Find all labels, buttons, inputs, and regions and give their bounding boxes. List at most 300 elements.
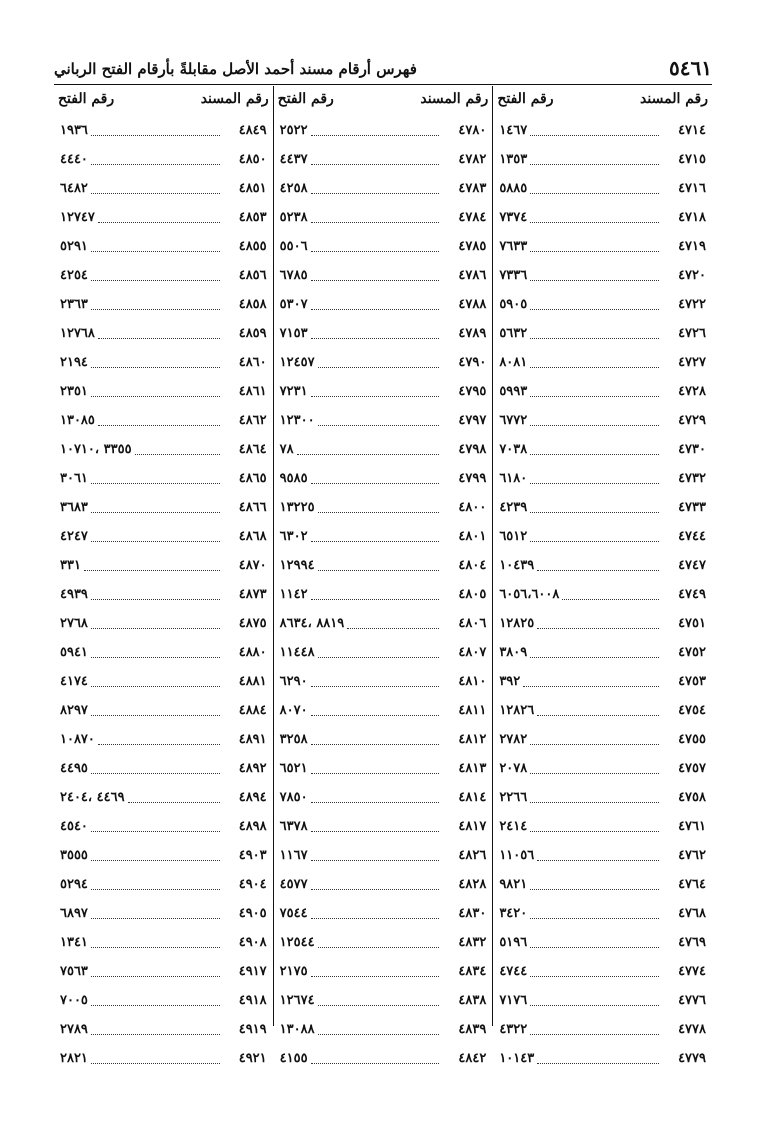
- fath-number: ١٢٨٢٥: [499, 616, 535, 631]
- dot-leader: [530, 328, 659, 339]
- index-row: [499, 261, 706, 290]
- fath-number: ١٢٩٩٤: [279, 558, 315, 573]
- musnad-number: ٤٨٦٥: [238, 471, 267, 486]
- fath-number: ٩٨٢١: [499, 877, 528, 892]
- dot-leader: [311, 966, 440, 977]
- dot-leader: [530, 763, 659, 774]
- dot-leader: [311, 879, 440, 890]
- dot-leader: [530, 212, 659, 223]
- column-header: [274, 86, 493, 112]
- musnad-number: ٤٧٨٦: [458, 268, 487, 283]
- index-row: [499, 609, 706, 638]
- index-row: [499, 1015, 706, 1044]
- index-row: [60, 406, 267, 435]
- fath-header: رقم الفتح: [57, 91, 115, 107]
- fath-number: ١٣٥٣: [499, 152, 528, 167]
- dot-leader: [311, 908, 440, 919]
- dot-leader: [530, 821, 659, 832]
- dot-leader: [318, 415, 440, 426]
- musnad-number: ٤٧٣٢: [678, 471, 706, 486]
- index-row: [60, 957, 267, 986]
- dot-leader: [91, 850, 220, 861]
- index-row: [280, 406, 487, 435]
- dot-leader: [91, 1024, 220, 1035]
- musnad-number: ٤٨٥٨: [238, 297, 267, 312]
- musnad-number: ٤٧٨٢: [458, 152, 487, 167]
- index-row: [280, 783, 487, 812]
- fath-header: رقم الفتح: [497, 91, 554, 107]
- fath-number: ٧٨٥٠: [279, 790, 308, 805]
- dot-leader: [530, 995, 659, 1006]
- musnad-number: ٤٨٩٢: [238, 761, 267, 776]
- fath-number: ٥٢٩١: [59, 239, 88, 254]
- dot-leader: [311, 531, 440, 542]
- fath-number: ٦٣٧٨: [279, 819, 308, 834]
- index-column-left: [54, 86, 273, 1066]
- index-row: [499, 754, 706, 783]
- fath-number: ٣٨٠٩: [499, 645, 528, 660]
- musnad-number: ٤٨٠٠: [458, 500, 487, 515]
- index-columns: [54, 86, 712, 1066]
- dot-leader: [530, 937, 659, 948]
- fath-number: ٦٧٨٥: [279, 268, 308, 283]
- musnad-header: رقم المسند: [640, 91, 708, 107]
- musnad-number: ٤٨٥٥: [238, 239, 267, 254]
- fath-number: ٢٣٥١: [59, 384, 88, 399]
- header-rule: [54, 84, 712, 85]
- fath-number: ٣٣٥٥ ،١٠٧١٠: [59, 442, 132, 457]
- musnad-number: ٤٩٠٥: [238, 906, 267, 921]
- fath-number: ٧٥٤٤: [279, 906, 308, 921]
- dot-leader: [523, 676, 659, 687]
- dot-leader: [311, 299, 440, 310]
- musnad-number: ٤٧١٤: [678, 123, 706, 138]
- musnad-number: ٤٨٣٨: [458, 993, 487, 1008]
- musnad-number: ٤٧١٨: [678, 210, 706, 225]
- index-row: [60, 435, 267, 464]
- index-row: [280, 754, 487, 783]
- dot-leader: [562, 589, 659, 600]
- musnad-number: ٤٧٤٩: [678, 587, 706, 602]
- fath-number: ٦٣٠٢: [279, 529, 308, 544]
- musnad-number: ٤٧٢٢: [678, 297, 706, 312]
- musnad-number: ٤٩١٩: [238, 1022, 267, 1037]
- musnad-number: ٤٨٣٢: [458, 935, 487, 950]
- musnad-number: ٤٧٩٥: [458, 384, 487, 399]
- page-number: ٥٤٦١: [669, 56, 712, 80]
- musnad-number: ٤٧٧٤: [678, 964, 706, 979]
- index-column-middle: [273, 86, 494, 1066]
- musnad-number: ٤٨٢٦: [458, 848, 487, 863]
- index-row: [280, 319, 487, 348]
- musnad-number: ٤٧٦٤: [678, 877, 706, 892]
- musnad-number: ٤٨١٠: [458, 674, 487, 689]
- dot-leader: [537, 618, 659, 629]
- musnad-number: ٤٨٣٩: [458, 1022, 487, 1037]
- dot-leader: [537, 560, 659, 571]
- index-row: [499, 580, 706, 609]
- fath-number: ١١٠٥٦: [499, 848, 535, 863]
- musnad-number: ٤٧٥٤: [678, 703, 706, 718]
- musnad-number: ٤٧٨٤: [458, 210, 487, 225]
- musnad-header: رقم المسند: [420, 91, 489, 107]
- musnad-number: ٤٧٢٧: [678, 355, 706, 370]
- fath-number: ٥٩٠٥: [499, 297, 528, 312]
- dot-leader: [318, 502, 440, 513]
- fath-number: ٢٥٢٢: [279, 123, 308, 138]
- index-row: [280, 116, 487, 145]
- musnad-number: ٤٧٨٥: [458, 239, 487, 254]
- index-row: [60, 522, 267, 551]
- musnad-number: ٤٧٩٨: [458, 442, 487, 457]
- dot-leader: [318, 1024, 440, 1035]
- index-row: [60, 986, 267, 1015]
- fath-number: ٧٠٠٥: [59, 993, 88, 1008]
- fath-number: ١٠١٤٣: [499, 1051, 535, 1066]
- dot-leader: [311, 676, 440, 687]
- musnad-number: ٤٧٨٩: [458, 326, 487, 341]
- fath-number: ٣٠٦١: [59, 471, 88, 486]
- dot-leader: [530, 1024, 659, 1035]
- index-row: [280, 609, 487, 638]
- index-row: [60, 725, 267, 754]
- index-row: [280, 986, 487, 1015]
- musnad-number: ٤٨١١: [458, 703, 487, 718]
- fath-number: ٢١٧٥: [279, 964, 308, 979]
- musnad-number: ٤٧٦٢: [678, 848, 706, 863]
- dot-leader: [530, 908, 659, 919]
- dot-leader: [91, 705, 220, 716]
- index-row: [60, 261, 267, 290]
- fath-number: ١٢٨٢٦: [499, 703, 535, 718]
- musnad-number: ٤٨٥٦: [238, 268, 267, 283]
- fath-number: ٥٢٩٤: [59, 877, 88, 892]
- index-row: [60, 232, 267, 261]
- dot-leader: [530, 183, 659, 194]
- fath-number: ٣٤٢٠: [499, 906, 528, 921]
- dot-leader: [311, 705, 440, 716]
- musnad-number: ٤٨٤٢: [458, 1051, 487, 1066]
- dot-leader: [311, 734, 440, 745]
- dot-leader: [91, 966, 220, 977]
- dot-leader: [530, 647, 659, 658]
- dot-leader: [91, 821, 220, 832]
- fath-number: ٣٢٥٨: [279, 732, 308, 747]
- dot-leader: [98, 328, 220, 339]
- fath-number: ٧١٥٣: [279, 326, 308, 341]
- index-row: [60, 145, 267, 174]
- dot-leader: [318, 937, 440, 948]
- musnad-number: ٤٧٨٠: [458, 123, 487, 138]
- fath-number: ٥٢٣٨: [279, 210, 308, 225]
- musnad-number: ٤٨٩١: [238, 732, 267, 747]
- fath-number: ٢٧٨٩: [59, 1022, 88, 1037]
- index-column-right: [493, 86, 712, 1066]
- index-row: [280, 435, 487, 464]
- fath-number: ١٣٢٢٥: [279, 500, 315, 515]
- musnad-number: ٤٨٥٩: [238, 326, 267, 341]
- index-row: [499, 667, 706, 696]
- fath-number: ٢١٩٤: [59, 355, 88, 370]
- column-header: [493, 86, 712, 112]
- index-row: [60, 580, 267, 609]
- musnad-number: ٤٨٦٦: [238, 500, 267, 515]
- musnad-number: ٤٧٧٩: [678, 1051, 706, 1066]
- fath-number: ٣٩٢: [499, 674, 521, 689]
- column-rows: [493, 112, 712, 1073]
- dot-leader: [98, 734, 220, 745]
- fath-number: ٨٨١٩ ،٨٦٣٤: [279, 616, 345, 631]
- index-row: [60, 899, 267, 928]
- musnad-number: ٤٧٣٠: [678, 442, 706, 457]
- dot-leader: [98, 212, 220, 223]
- index-row: [280, 1015, 487, 1044]
- index-row: [280, 261, 487, 290]
- musnad-number: ٤٧٧٨: [678, 1022, 706, 1037]
- musnad-number: ٤٨١٧: [458, 819, 487, 834]
- index-row: [280, 638, 487, 667]
- fath-number: ٧٠٣٨: [499, 442, 528, 457]
- dot-leader: [297, 444, 440, 455]
- dot-leader: [91, 125, 220, 136]
- dot-leader: [91, 763, 220, 774]
- musnad-number: ٤٨٧٥: [238, 616, 267, 631]
- index-row: [60, 754, 267, 783]
- dot-leader: [91, 357, 220, 368]
- index-row: [60, 203, 267, 232]
- index-row: [280, 348, 487, 377]
- index-row: [280, 580, 487, 609]
- musnad-number: ٤٨٥٣: [238, 210, 267, 225]
- fath-number: ٦٠٥٦،٦٠٠٨: [499, 587, 560, 602]
- dot-leader: [311, 328, 440, 339]
- dot-leader: [128, 792, 220, 803]
- dot-leader: [347, 618, 439, 629]
- musnad-number: ٤٩٠٣: [238, 848, 267, 863]
- fath-number: ٤٤٤٠: [59, 152, 88, 167]
- fath-number: ٧١٧٦: [499, 993, 528, 1008]
- musnad-number: ٤٧١٦: [678, 181, 706, 196]
- fath-number: ٣٥٥٥: [59, 848, 88, 863]
- fath-number: ٨٢٩٧: [59, 703, 88, 718]
- dot-leader: [311, 589, 440, 600]
- dot-leader: [311, 473, 440, 484]
- index-row: [499, 899, 706, 928]
- fath-number: ٤١٧٤: [59, 674, 88, 689]
- dot-leader: [537, 705, 659, 716]
- dot-leader: [530, 444, 659, 455]
- index-row: [280, 522, 487, 551]
- index-row: [499, 841, 706, 870]
- musnad-number: ٤٧٥١: [678, 616, 706, 631]
- musnad-number: ٤٧٧٦: [678, 993, 706, 1008]
- index-row: [60, 1015, 267, 1044]
- index-row: [60, 464, 267, 493]
- dot-leader: [91, 154, 220, 165]
- dot-leader: [530, 531, 659, 542]
- fath-number: ٤٩٣٩: [59, 587, 88, 602]
- musnad-number: ٤٨٦٤: [238, 442, 267, 457]
- index-row: [60, 319, 267, 348]
- fath-number: ٩٥٨٥: [279, 471, 308, 486]
- dot-leader: [530, 879, 659, 890]
- fath-number: ٢٠٧٨: [499, 761, 528, 776]
- fath-number: ٥١٩٦: [499, 935, 528, 950]
- dot-leader: [530, 734, 659, 745]
- fath-number: ١٠٨٧٠: [59, 732, 95, 747]
- musnad-header: رقم المسند: [200, 91, 269, 107]
- index-row: [499, 232, 706, 261]
- musnad-number: ٤٨٥٠: [238, 152, 267, 167]
- dot-leader: [311, 212, 440, 223]
- index-row: [280, 232, 487, 261]
- index-row: [280, 203, 487, 232]
- fath-number: ١٢٣٠٠: [279, 413, 315, 428]
- musnad-number: ٤٧١٩: [678, 239, 706, 254]
- fath-number: ١٢٧٤٧: [59, 210, 95, 225]
- index-row: [280, 174, 487, 203]
- dot-leader: [91, 502, 220, 513]
- dot-leader: [91, 1053, 220, 1064]
- musnad-number: ٤٨٨٤: [238, 703, 267, 718]
- dot-leader: [318, 647, 440, 658]
- fath-number: ١٢٥٤٤: [279, 935, 315, 950]
- index-row: [60, 812, 267, 841]
- dot-leader: [91, 531, 220, 542]
- musnad-number: ٤٨٠٦: [458, 616, 487, 631]
- fath-number: ٢٣٦٣: [59, 297, 88, 312]
- index-row: [499, 145, 706, 174]
- index-row: [280, 377, 487, 406]
- musnad-number: ٤٨٩٤: [238, 790, 267, 805]
- dot-leader: [91, 908, 220, 919]
- dot-leader: [311, 125, 440, 136]
- index-row: [499, 377, 706, 406]
- fath-number: ٧٣٧٤: [499, 210, 528, 225]
- fath-number: ٧٥٦٣: [59, 964, 88, 979]
- fath-number: ٧٣٣٦: [499, 268, 528, 283]
- dot-leader: [91, 241, 220, 252]
- musnad-number: ٤٨٥١: [238, 181, 267, 196]
- musnad-number: ٤٨٠١: [458, 529, 487, 544]
- fath-number: ٨٠٨١: [499, 355, 528, 370]
- musnad-number: ٤٨٦٨: [238, 529, 267, 544]
- fath-number: ١١٤٤٨: [279, 645, 315, 660]
- musnad-number: ٤٧٦١: [678, 819, 706, 834]
- index-row: [280, 667, 487, 696]
- dot-leader: [530, 299, 659, 310]
- index-row: [280, 870, 487, 899]
- dot-leader: [311, 763, 440, 774]
- musnad-number: ٤٧٤٤: [678, 529, 706, 544]
- index-row: [280, 145, 487, 174]
- musnad-number: ٤٨٣٠: [458, 906, 487, 921]
- musnad-number: ٤٩٢١: [238, 1051, 267, 1066]
- musnad-number: ٤٧٣٣: [678, 500, 706, 515]
- index-row: [280, 812, 487, 841]
- index-row: [499, 493, 706, 522]
- index-row: [60, 783, 267, 812]
- fath-number: ٢٨٢١: [59, 1051, 88, 1066]
- musnad-number: ٤٨٢٨: [458, 877, 487, 892]
- fath-number: ٢٧٨٢: [499, 732, 528, 747]
- musnad-number: ٤٧٩٧: [458, 413, 487, 428]
- musnad-number: ٤٧٥٢: [678, 645, 706, 660]
- fath-number: ٧٦٣٣: [499, 239, 528, 254]
- musnad-number: ٤٨٧٠: [238, 558, 267, 573]
- dot-leader: [91, 299, 220, 310]
- fath-number: ٥٥٠٦: [279, 239, 308, 254]
- dot-leader: [530, 357, 659, 368]
- index-row: [499, 1044, 706, 1073]
- musnad-number: ٤٧٥٨: [678, 790, 706, 805]
- fath-number: ٥٩٤١: [59, 645, 88, 660]
- dot-leader: [91, 589, 220, 600]
- musnad-number: ٤٨٩٨: [238, 819, 267, 834]
- dot-leader: [311, 850, 440, 861]
- fath-number: ١٤٦٧: [499, 123, 528, 138]
- fath-number: ٥٦٣٢: [499, 326, 528, 341]
- musnad-number: ٤٧٨٣: [458, 181, 487, 196]
- fath-header: رقم الفتح: [277, 91, 334, 107]
- dot-leader: [318, 560, 440, 571]
- musnad-number: ٤٨١٣: [458, 761, 487, 776]
- dot-leader: [530, 966, 659, 977]
- dot-leader: [530, 415, 659, 426]
- fath-number: ٤٥٧٧: [279, 877, 308, 892]
- column-rows: [274, 112, 493, 1073]
- fath-number: ٣٣١: [59, 558, 81, 573]
- fath-number: ٨٠٧٠: [279, 703, 308, 718]
- fath-number: ١٢٧٦٨: [59, 326, 95, 341]
- musnad-number: ٤٧٢٠: [678, 268, 706, 283]
- index-row: [499, 522, 706, 551]
- fath-number: ١٢٤٥٧: [279, 355, 315, 370]
- dot-leader: [537, 850, 659, 861]
- dot-leader: [311, 386, 440, 397]
- fath-number: ٦٧٧٢: [499, 413, 528, 428]
- fath-number: ٥٣٠٧: [279, 297, 308, 312]
- musnad-number: ٤٧٥٣: [678, 674, 706, 689]
- fath-number: ١٩٣٦: [59, 123, 88, 138]
- musnad-number: ٤٩٠٤: [238, 877, 267, 892]
- index-row: [280, 899, 487, 928]
- dot-leader: [91, 386, 220, 397]
- dot-leader: [91, 647, 220, 658]
- fath-number: ٦٨٩٧: [59, 906, 88, 921]
- fath-number: ١٢٦٧٤: [279, 993, 315, 1008]
- index-row: [499, 928, 706, 957]
- page-title: فهرس أرقام مسند أحمد الأصل مقابلةً بأرقام الفتح الرباني: [54, 60, 417, 78]
- dot-leader: [311, 792, 440, 803]
- fath-number: ٦٤٨٢: [59, 181, 88, 196]
- index-row: [499, 348, 706, 377]
- musnad-number: ٤٨٦٢: [238, 413, 267, 428]
- fath-number: ٤١٥٥: [279, 1051, 308, 1066]
- index-row: [60, 696, 267, 725]
- musnad-number: ٤٨٨٠: [238, 645, 267, 660]
- musnad-number: ٤٨٨١: [238, 674, 267, 689]
- musnad-number: ٤٧٩٠: [458, 355, 487, 370]
- index-row: [280, 1044, 487, 1073]
- fath-number: ١٣٤١: [59, 935, 88, 950]
- index-row: [280, 290, 487, 319]
- dot-leader: [311, 821, 440, 832]
- fath-number: ٧٨: [279, 442, 294, 457]
- index-row: [60, 1044, 267, 1073]
- index-row: [60, 928, 267, 957]
- index-row: [60, 841, 267, 870]
